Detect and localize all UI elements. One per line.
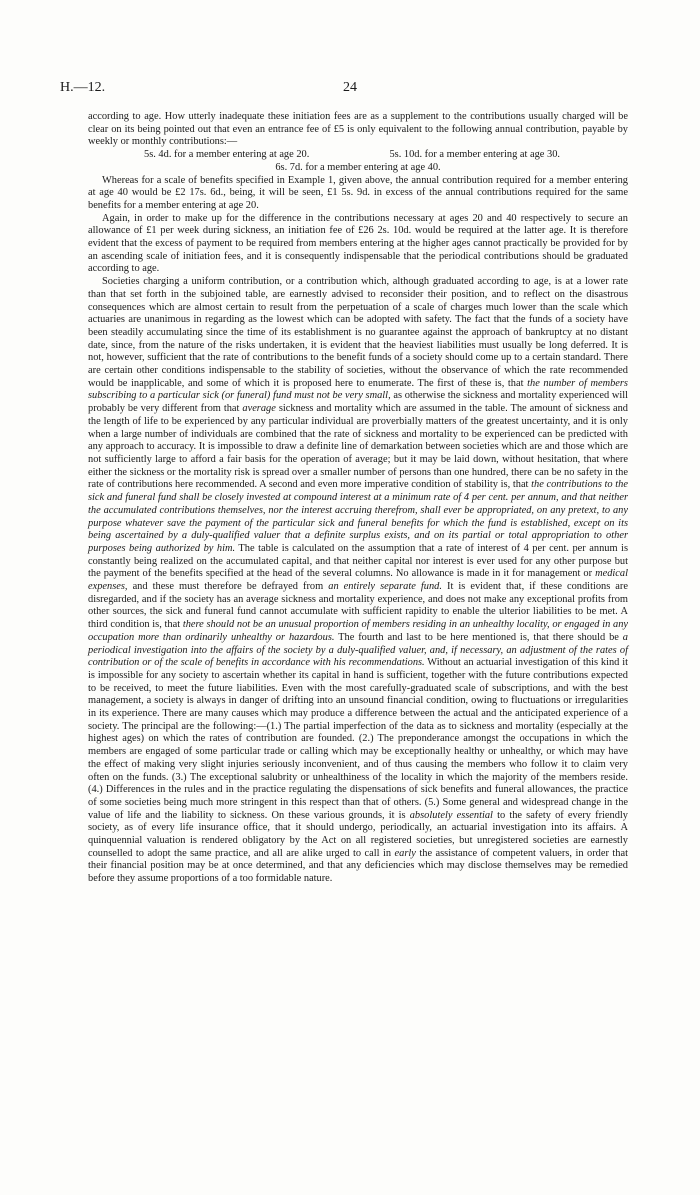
paragraph-stability-conditions xyxy=(88,276,628,886)
paragraph-example-comparison: Whereas for a scale of benefits specified in Example 1, given above, the annual contribution required for a member entering at age 40 would be £2 17s. 6d., being, it will be seen, £1 5s. 9d. in excess of the annual contributions required for the same benefits for a member entering at age 20. xyxy=(88,174,628,211)
document-reference: H.—12. xyxy=(60,80,106,95)
paragraph-initiation-fees: according to age. How utterly inadequate these initiation fees are as a supplement to the contributions usually charged will be clear on its being pointed out that even an entrance fee of £5 is only equivalent to the following annual contribution, payable by weekly or monthly contributions:— xyxy=(88,111,628,148)
emphasis-text: medical expenses, xyxy=(88,568,628,593)
text-run: the assistance of competent valuers, in order that their financial position may be at once determined, and that any deficiencies which may disclose themselves may be remedied before they assume proportions of a too formidable nature. xyxy=(88,847,628,885)
emphasis-text: early xyxy=(394,847,416,859)
text-run: and these must therefore be defrayed from xyxy=(127,581,329,593)
emphasis-text: an entirely separate fund. xyxy=(328,581,442,593)
emphasis-text: the number of members subscribing to a particular sick (or funeral) fund must not be very small, xyxy=(88,377,628,402)
emphasis-text: absolutely essential xyxy=(409,809,493,821)
fee-age-30: 5s. 10d. for a member entering at age 30. xyxy=(389,149,560,161)
text-run: as otherwise the sickness and mortality experienced will probably be very different from that xyxy=(88,390,628,415)
emphasis-text: the contributions to the sick and funeral fund shall be closely invested at compound interest at a minimum rate of 4 per cent. per annum, and that neither the accumulated contributions themselves, nor the interest accruing therefrom, shall ever be appropriated, on any pretext, to any purpose whatever save the payment of the particular sick and funeral benefits for which the fund is established, except on its being ascertained by a duly-qualified valuer that a definite surplus exists, and on its partial or total appropriation to other purposes being authorized by him. xyxy=(88,479,628,554)
text-run: Societies charging a uniform contribution, or a contribution which, although graduated according to age, is at a lower rate than that set forth in the subjoined table, are earnestly advised to reconsider their position, and to reflect on the disastrous consequences which are almost certain to result from the perpetuation of a scale of charges much lower than the scale which actuaries are unanimous in regarding as the lowest which can be adopted with safety. The fact that the funds of a society have been steadily accumulating since the time of its establishment is no guarantee against the approach of bankruptcy at no distant date, since, from the nature of the risks undertaken, it is evident that the heaviest liabilities must usually be long deferred. It is not, however, sufficient that the rate of contributions to the benefit funds of a society should come up to a certain standard. There are certain other conditions indispensable to the stability of societies, without the observance of which the rate recommended would be inapplicable, and some of which it is proposed here to enumerate. The first of these is, that xyxy=(88,276,628,389)
page-number: 24 xyxy=(343,80,357,95)
text-run: The fourth and last to be here mentioned is, that there should be xyxy=(334,631,623,643)
emphasis-text: a periodical investigation into the affairs of the society by a duly-qualified valuer, and, if necessary, an adjustment of the rates of contribution or of the scale of benefits in accordance with his recommendations. xyxy=(88,631,628,669)
text-run: Without an actuarial investigation of this kind it is impossible for any society to ascertain whether its capital in hand is sufficient, together with the future contributions expected to be received, to meet the future liabilities. Even with the most carefully-graduated scale of subscriptions, and with the best management, a society is always in danger of drifting into an unsound financial condition, owing to fluctuations or irregularities in its experience. There are many causes which may produce a difference between the actual and the anticipated experience of a society. The principal are the following:—(1.) The partial imperfection of the data as to sickness and mortality (especially at the highest ages) on which the rates of contribution are founded. (2.) The preponderance amongst the occupations in which the members are engaged of some particular trade or calling which may be exceptionally healthy or unhealthy, or which may have the effect of making very slight injuries seriously inconvenient, and of thus causing the members who follow it to claim very often on the funds. (3.) The exceptional salubrity or unhealthiness of the locality in which the majority of the members reside. (4.) Differences in the rules and in the practice regulating the dispensations of sick benefits and funeral allowances, the practice of some societies being much more stringent in this respect than that of others. (5.) Some general and widespread change in the value of life and the liability to sickness. On these various grounds, it is xyxy=(88,657,628,821)
paragraph-graduated-contributions: Again, in order to make up for the difference in the contributions necessary at ages 20 and 40 respectively to secure an allowance of £1 per week during sickness, an initiation fee of £26 2s. 10d. would be required at the latter age. It is therefore evident that the excess of payment to be required from members entering at the higher ages cannot practically be provided for by an ascending scale of initiation fees, and it is consequently indispensable that the periodical contributions should be graduated according to age. xyxy=(88,212,628,275)
text-run: sickness and mortality which are assumed in the table. The amount of sickness and the length of life to be experienced by any particular individual are proverbially matters of the greatest uncertainty, and it is only when a large number of individuals are combined that the rate of sickness and mortality to be experienced can be predicted with any approach to accuracy. It is impossible to draw a definite line of demarkation between societies which are and those which are not sufficiently large to afford a fair basis for the operation of average; but it may be laid down, without hesitation, that where either the sickness or the mortality risk is spread over a smaller number of persons than one hundred, there can be no safety in the rate of contributions here recommended. A second and even more imperative condition of stability is, that xyxy=(88,403,628,491)
page-header xyxy=(60,80,640,100)
text-run: It is evident that, if these conditions are disregarded, and if the society has an average sickness and mortality experience, and does not make any exceptional profits from other sources, the sick and funeral fund cannot accumulate with sufficient rapidity to enable the ulterior liabilities to be met. A third condition is, that xyxy=(88,581,628,631)
emphasis-text: there should not be an unusual proportion of members residing in an unhealthy locality, or engaged in any occupation more than ordinarily unhealthy or hazardous. xyxy=(88,619,629,643)
fee-age-20: 5s. 4d. for a member entering at age 20. xyxy=(144,149,310,161)
emphasis-text: average xyxy=(242,403,276,415)
text-run: The table is calculated on the assumption that a rate of interest of 4 per cent. per annum is constantly being realized on the accumulated capital, and that neither capital nor interest is ever used for any other purpose but the payment of the benefits specified at the head of the several columns. No allowance is made in it for management or xyxy=(88,542,628,580)
fee-row xyxy=(88,149,628,162)
text-run: to the safety of every friendly society, as of every life insurance office, that it should undergo, periodically, an actuarial investigation into its affairs. A quinquennial valuation is rendered obligatory by the Act on all registered societies, but unregistered societies are earnestly counselled to adopt the same practice, and all are alike urged to call in xyxy=(88,809,629,859)
fee-equivalents xyxy=(88,149,628,174)
document-body xyxy=(88,111,628,886)
fee-age-40: 6s. 7d. for a member entering at age 40. xyxy=(275,161,441,173)
